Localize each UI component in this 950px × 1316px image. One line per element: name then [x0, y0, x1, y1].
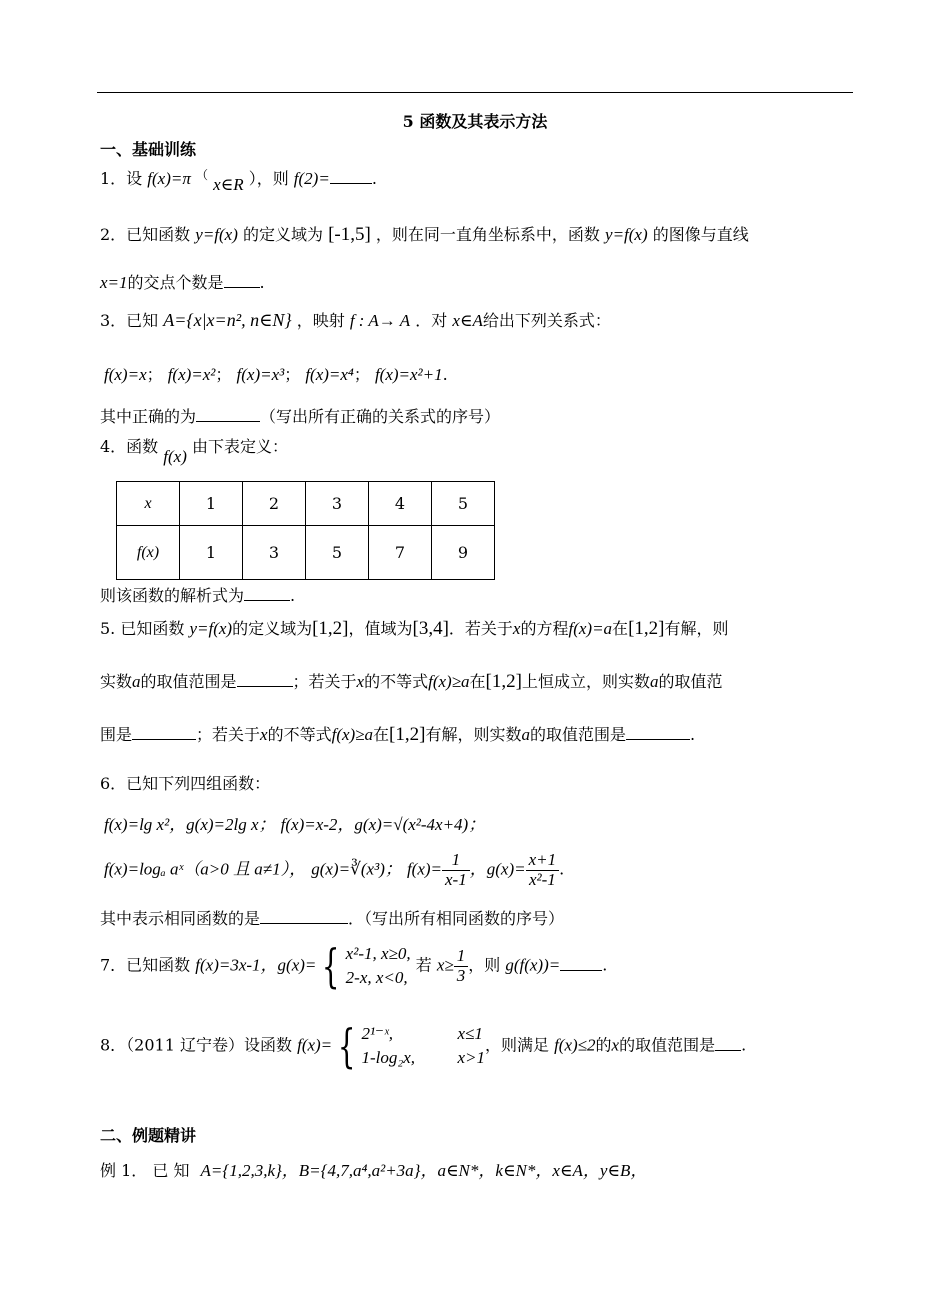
q5-range: [3,4] — [412, 618, 449, 639]
q3-rel-4: f(x)=x⁴ — [305, 365, 354, 384]
q5-end: . — [689, 725, 696, 744]
q6-frac-1-num: 1 — [442, 851, 470, 871]
q5-a3: a — [521, 725, 530, 744]
q5-a: a — [132, 672, 141, 691]
q8-end: . — [741, 1035, 747, 1055]
q8-case-1-cond: x≤1 — [457, 1024, 483, 1043]
q2-text: 2．已知函数 — [100, 225, 191, 244]
q7-frac-den: 3 — [456, 965, 466, 985]
q5-text20: 的取值范围是 — [529, 725, 626, 744]
q7-frac — [454, 947, 469, 985]
q7-cases — [346, 942, 411, 990]
q7-case-2: 2-x, x<0, — [345, 968, 408, 987]
q2-end: . — [259, 273, 265, 292]
q6-pair-2: f(x)=x-2，g(x)=√(x²-4x+4)； — [280, 815, 486, 834]
q6-pair-3-g: g(x)=∛(x³)； — [311, 859, 402, 879]
q5-var2: x — [356, 672, 365, 691]
q6-frac-2-den: x²-1 — [528, 869, 556, 889]
q7-brace: { — [322, 939, 340, 993]
section-heading-examples: 二、例题精讲 — [100, 1126, 197, 1145]
q5-ineq: f(x)≥a — [428, 672, 470, 691]
q5-domain: [1,2] — [312, 618, 349, 639]
q7-blank — [560, 956, 602, 971]
q5-interval2: [1,2] — [485, 671, 522, 692]
q1-domain: x∈R — [213, 175, 244, 194]
q5-text17: 的不等式 — [267, 725, 332, 744]
q2-func2: y=f(x) — [605, 225, 648, 244]
q8-func: f(x)= — [297, 1035, 333, 1055]
q7-func: f(x)=3x-1，g(x)= — [195, 955, 317, 975]
example-1 — [100, 1156, 647, 1181]
q6-pair-3-f: f(x)=logₐ aˣ — [104, 859, 184, 879]
table-row — [117, 526, 495, 580]
page-title: 5 函数及其表示方法 — [402, 112, 548, 131]
q5-text15: 围是 — [100, 725, 133, 744]
q6-text: 6．已知下列四组函数： — [100, 774, 271, 793]
q1-blank — [330, 169, 372, 184]
question-1 — [100, 166, 377, 195]
q5-text7: 有解，则 — [664, 619, 729, 638]
q3-text2: ，映射 — [296, 311, 345, 330]
q3-text3: ．对 — [415, 311, 448, 330]
table-cell: 3 — [306, 482, 369, 526]
q5-eq: f(x)=a — [568, 619, 613, 638]
q3-text4: 给出下列关系式： — [482, 311, 611, 330]
table-cell: 5 — [432, 482, 495, 526]
q3-map: f : A→ A — [349, 311, 411, 330]
q5-text5: 的方程 — [520, 619, 569, 638]
q5-text13: 上恒成立，则实数 — [521, 672, 650, 691]
table-row — [117, 482, 495, 526]
q6-blank — [260, 909, 348, 924]
table-cell: 9 — [432, 526, 495, 580]
q6-pair-4-f: f(x)= — [406, 859, 443, 879]
q8-case-1-expr: 2¹⁻ˣ, — [361, 1024, 394, 1043]
q8-text2: ，则满足 — [484, 1035, 549, 1055]
table-cell: 1 — [180, 526, 243, 580]
q3-cond: x∈A — [452, 311, 483, 330]
q3-relations: f(x)=x； f(x)=x²； f(x)=x³； f(x)=x⁴； f(x)=x²+1. — [104, 365, 448, 384]
table-cell: 2 — [243, 482, 306, 526]
question-6 — [100, 771, 270, 794]
q5-var: x — [512, 619, 521, 638]
q5-interval3: [1,2] — [389, 724, 426, 745]
q5-text6: 在 — [612, 619, 629, 638]
q1-formula: f(x)=π — [147, 169, 191, 188]
q5-text9: 的取值范围是 — [140, 672, 237, 691]
q3-rel-1: f(x)=x — [104, 365, 147, 384]
q2-text3: ，则在同一直角坐标系中，函数 — [375, 225, 600, 244]
q7-end: . — [602, 955, 608, 975]
q1-end: . — [371, 169, 377, 188]
q5-text14: 的取值范 — [658, 672, 723, 691]
q5-func: y=f(x) — [189, 619, 233, 638]
header-rule — [97, 92, 853, 93]
q4-text2: 由下表定义： — [191, 437, 288, 456]
q6-pair-3-cond: （a>0 且 a≠1）， — [183, 859, 307, 879]
q8-text: 8．（2011 辽宁卷）设函数 — [100, 1035, 292, 1055]
function-table — [116, 481, 495, 580]
q6-pair-1: f(x)=lg x²，g(x)=2lg x； — [104, 815, 276, 834]
table-cell: 5 — [306, 526, 369, 580]
q1-then: ），则 — [248, 169, 289, 188]
q5-text8: 实数 — [100, 672, 133, 691]
q8-text3: 的 — [595, 1035, 612, 1055]
q3-set: A={x|x=n², n∈N} — [163, 310, 292, 330]
q5-text3: ，值域为 — [348, 619, 413, 638]
table-cell: f(x) — [117, 526, 180, 580]
q3-rel-5: f(x)=x²+1 — [374, 365, 443, 384]
q6-frac-2 — [526, 851, 560, 889]
q2-text2: 的定义域为 — [242, 225, 323, 244]
q8-text4: 的取值范围是 — [619, 1035, 716, 1055]
q4-func: f(x) — [163, 447, 187, 466]
q5-blank-3 — [626, 725, 690, 740]
question-3 — [100, 308, 611, 331]
q7-text: 7．已知函数 — [100, 955, 191, 975]
q5-blank-2 — [132, 725, 196, 740]
q3-ask — [100, 404, 500, 427]
q3-rel-3: f(x)=x³ — [236, 365, 285, 384]
q2-line: x=1 — [100, 273, 128, 292]
q5-text16: ；若关于 — [196, 725, 261, 744]
table-cell: 7 — [369, 526, 432, 580]
q8-case-2-cond: x>1 — [457, 1048, 485, 1067]
q5-text12: 在 — [469, 672, 486, 691]
q6-frac-2-num: x+1 — [526, 851, 560, 871]
ex1-sets: A={1,2,3,k}，B={4,7,a⁴,a²+3a}，a∈N*，k∈N*，x∈A，y∈B， — [200, 1161, 648, 1180]
q8-brace: { — [338, 1019, 356, 1073]
q5-text10: ；若关于 — [292, 672, 357, 691]
question-7 — [100, 939, 608, 993]
q2-blank — [224, 273, 260, 288]
q1-text: 1．设 — [100, 169, 143, 188]
q3-rel-2: f(x)=x² — [167, 365, 216, 384]
q5-ineq2: f(x)≥a — [331, 725, 374, 744]
q8-case-2 — [361, 1046, 485, 1070]
q6-ask — [100, 906, 564, 929]
q7-text2: 若 — [415, 955, 432, 975]
q4-blank — [244, 586, 290, 601]
q8-cases — [361, 1022, 485, 1070]
q6-ask-text: 其中表示相同函数的是 — [100, 909, 261, 928]
q5-var3: x — [260, 725, 268, 744]
section-heading-basic: 一、基础训练 — [100, 140, 197, 159]
q4-ask — [100, 583, 295, 606]
table-cell: 4 — [369, 482, 432, 526]
q2-text4: 的图像与直线 — [652, 225, 749, 244]
q4-ask-text: 则该函数的解析式为 — [100, 586, 245, 605]
question-2 — [100, 222, 749, 246]
q5-text11: 的不等式 — [364, 672, 429, 691]
q4-end: . — [290, 586, 296, 605]
table-cell: 1 — [180, 482, 243, 526]
q4-text: 4．函数 — [100, 437, 159, 456]
q5-text: 5. 已知函数 — [100, 619, 185, 638]
q6-pairs-2 — [104, 851, 564, 889]
q7-cond: x≥ — [436, 955, 454, 975]
question-5-line3 — [100, 722, 695, 746]
q6-ask-note: ．（写出所有相同函数的序号） — [348, 909, 565, 928]
question-5 — [100, 616, 728, 640]
ex1-label: 例 1． 已 知 — [100, 1161, 190, 1180]
question-5-line2 — [100, 669, 722, 693]
q5-interval: [1,2] — [628, 618, 665, 639]
q7-ask: g(f(x))= — [505, 955, 561, 975]
q7-case-1: x²-1, x≥0, — [345, 944, 411, 963]
q7-frac-num: 1 — [454, 947, 469, 967]
q6-pairs-1 — [104, 810, 485, 835]
q5-text19: 有解，则实数 — [425, 725, 522, 744]
q6-end: . — [559, 859, 565, 879]
question-2-cont — [100, 270, 265, 293]
q8-case-2-expr: 1-log₂x, — [361, 1048, 416, 1067]
q5-text2: 的定义域为 — [232, 619, 313, 638]
q8-ineq: f(x)≤2 — [554, 1035, 596, 1055]
q3-ask-note: （写出所有正确的关系式的序号） — [260, 407, 501, 426]
q5-blank-1 — [237, 672, 293, 687]
q5-text18: 在 — [373, 725, 390, 744]
q3-text: 3．已知 — [100, 311, 159, 330]
q2-domain: [-1,5] — [328, 224, 371, 245]
table-cell: 3 — [243, 526, 306, 580]
table-cell: x — [117, 482, 180, 526]
q2-text5: 的交点个数是 — [127, 273, 224, 292]
q5-text4: ．若关于 — [448, 619, 513, 638]
question-4 — [100, 434, 288, 467]
q7-text3: ，则 — [468, 955, 501, 975]
question-8 — [100, 1019, 747, 1073]
q2-func: y=f(x) — [195, 225, 238, 244]
q6-pair-4-g: ，g(x)= — [469, 859, 526, 879]
q1-ask: f(2)= — [293, 169, 330, 188]
q6-frac-1-den: x-1 — [445, 869, 467, 889]
q3-blank — [196, 407, 260, 422]
q5-a2: a — [649, 672, 659, 691]
q1-paren: （ — [195, 168, 208, 182]
q8-case-1 — [361, 1022, 485, 1046]
q8-var: x — [611, 1035, 620, 1055]
q6-frac-1 — [442, 851, 470, 889]
q8-blank — [715, 1036, 741, 1051]
q3-ask-text: 其中正确的为 — [100, 407, 197, 426]
